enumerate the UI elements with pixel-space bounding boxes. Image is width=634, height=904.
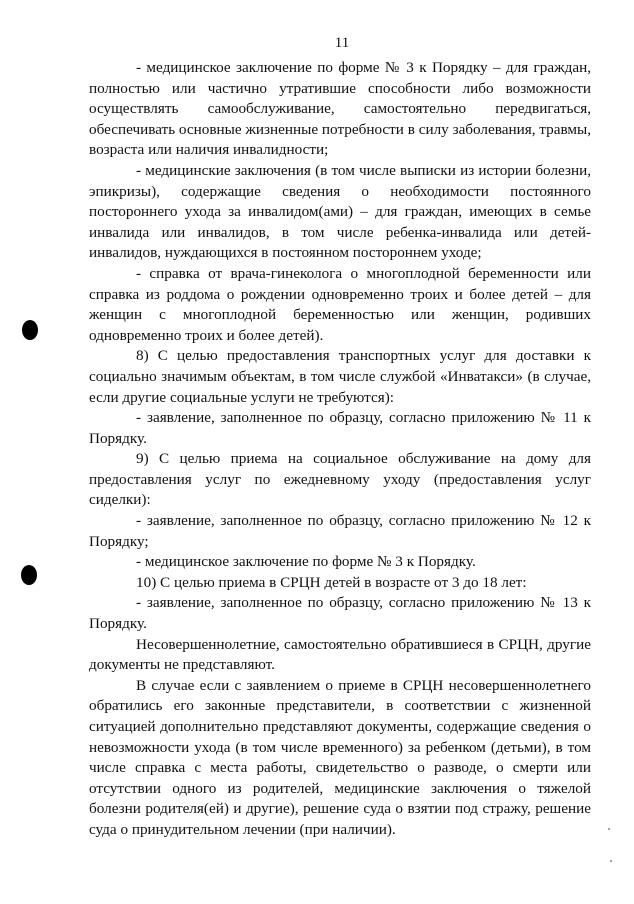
punch-hole-mark [22, 320, 38, 340]
paragraph: 10) С целью приема в СРЦН детей в возрасте от 3 до 18 лет: [136, 573, 527, 591]
paragraph: 8) С целью предоставления транспортных услуг для доставки к социально значимым объектам, в том числе службой «Инватакси» (в случае, если другие социальные услуги не требуются): [89, 347, 591, 406]
paragraph: - медицинские заключения (в том числе выписки из истории болезни, эпикризы), содержащие сведения о необходимости постоянного постороннего ухода за инвалидом(ами) – для граждан, имеющих в семье инвалида или инвалидов, в том числе ребенка-инвалида или детей-инвалидов, нуждающихся в постоянном постороннем уходе; [89, 161, 591, 262]
punch-hole-mark [21, 565, 37, 585]
paragraph: - заявление, заполненное по образцу, согласно приложению № 12 к Порядку; [89, 512, 591, 550]
paragraph: - заявление, заполненное по образцу, согласно приложению № 11 к Порядку. [89, 409, 591, 447]
paragraph: - заявление, заполненное по образцу, согласно приложению № 13 к Порядку. [89, 594, 591, 633]
scan-speck [608, 828, 610, 830]
document-body [89, 58, 591, 841]
paragraph: - медицинское заключение по форме № 3 к Порядку. [136, 553, 476, 571]
page-number: 11 [334, 35, 350, 51]
paragraph: 9) С целью приема на социальное обслуживание на дому для предоставления услуг по ежедневному уходу (предоставления услуг сиделки): [89, 450, 591, 509]
scan-speck [610, 860, 612, 862]
paragraph: - справка от врача-гинеколога о многоплодной беременности или справка из роддома о рождении одновременно троих и более детей – для женщин с многоплодной беременностью или женщин, родивших одновременно троих и более детей). [89, 264, 591, 344]
paragraph: В случае если с заявлением о приеме в СРЦН несовершеннолетнего обратились его законные представители, в соответствии с жизненной ситуацией дополнительно представляют документы, содержащие сведения о невозможности ухода (в том числе временного) за ребенком (детьми), в том числе справка с места работы, свидетельство о разводе, о смерти или отсутствии одного из родителей, медицинские заключения о тяжелой болезни родителя(ей) и другие), решение суда о взятии под стражу, решение суда о принудительном лечении (при наличии). [89, 676, 591, 838]
paragraph: - медицинское заключение по форме № 3 к Порядку – для граждан, полностью или частично утратившие способности либо возможности осуществлять самообслуживание, самостоятельно передвигаться, обеспечивать основные жизненные потребности в силу заболевания, травмы, возраста или наличия инвалидности; [89, 59, 591, 159]
paragraph: Несовершеннолетние, самостоятельно обратившиеся в СРЦН, другие документы не представляют. [89, 635, 591, 674]
